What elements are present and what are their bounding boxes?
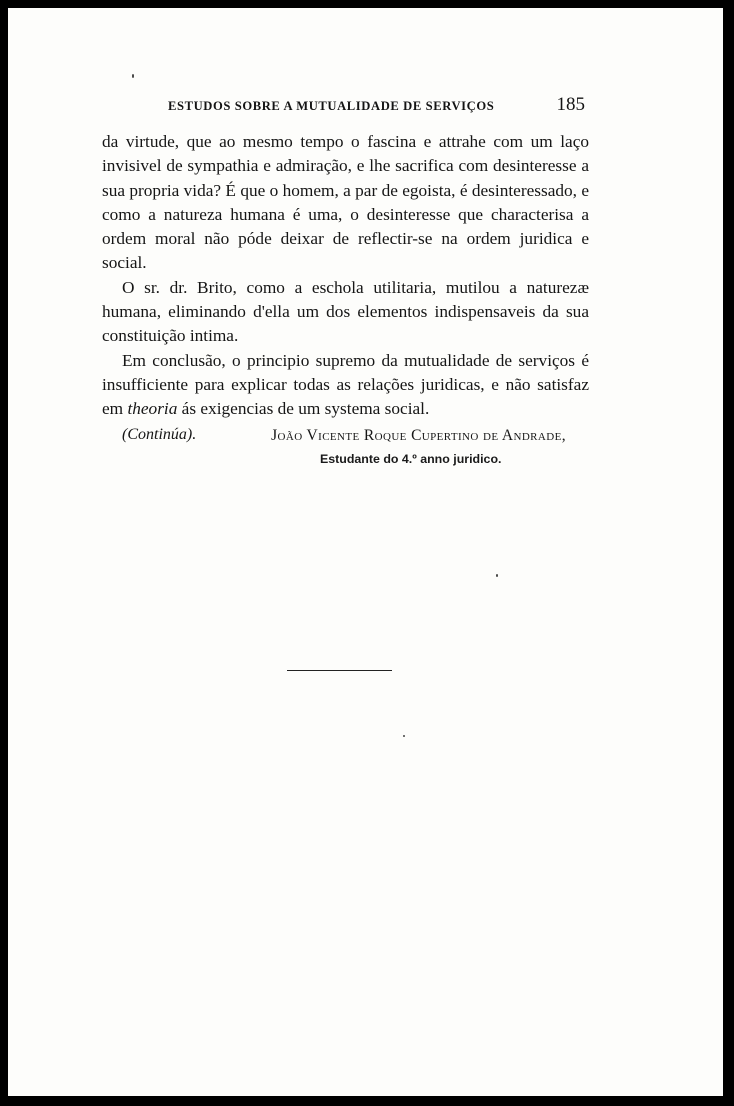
signature-block	[122, 426, 566, 452]
author-name: João Vicente Roque Cupertino de Andrade,	[271, 427, 566, 444]
paragraph-3	[102, 349, 589, 422]
page-number: 185	[556, 94, 585, 115]
author-affiliation: Estudante do 4.º anno juridico.	[320, 452, 502, 466]
ink-speck	[132, 74, 134, 78]
article-body	[102, 130, 589, 422]
continued-note: (Continúa).	[122, 426, 197, 443]
paragraph-2: O sr. dr. Brito, como a eschola utilitaria, mutilou a naturezæ humana, eliminando d'ella um dos elementos indispensaveis da sua constituição intima.	[102, 277, 589, 346]
section-divider	[287, 670, 392, 671]
running-title: ESTUDOS SOBRE A MUTUALIDADE DE SERVIÇOS	[168, 99, 495, 113]
emphasis-theoria: theoria	[127, 399, 178, 419]
ink-speck	[496, 574, 498, 577]
paragraph-1: da virtude, que ao mesmo tempo o fascina e attrahe com um laço invisivel de sympathia e admiração, e lhe sacrifica com desinteresse a sua propria vida? É que o homem, a par de egoista, é desinteressado, e como a natureza humana é uma, o desinteresse que characterisa a ordem moral não póde deixar de reflectir-se na ordem juridica e social.	[102, 132, 589, 273]
paragraph-3-text-start: Em conclusão, o principio supremo da mutualidade de serviços é insufficiente para explicar todas as relações juridicas, e não satisfaz em	[102, 350, 589, 419]
page-header	[168, 96, 585, 120]
paragraph-3-text-end: ás exigencias de um systema social.	[177, 399, 430, 419]
document-page	[8, 8, 723, 1096]
ink-speck	[403, 735, 405, 737]
